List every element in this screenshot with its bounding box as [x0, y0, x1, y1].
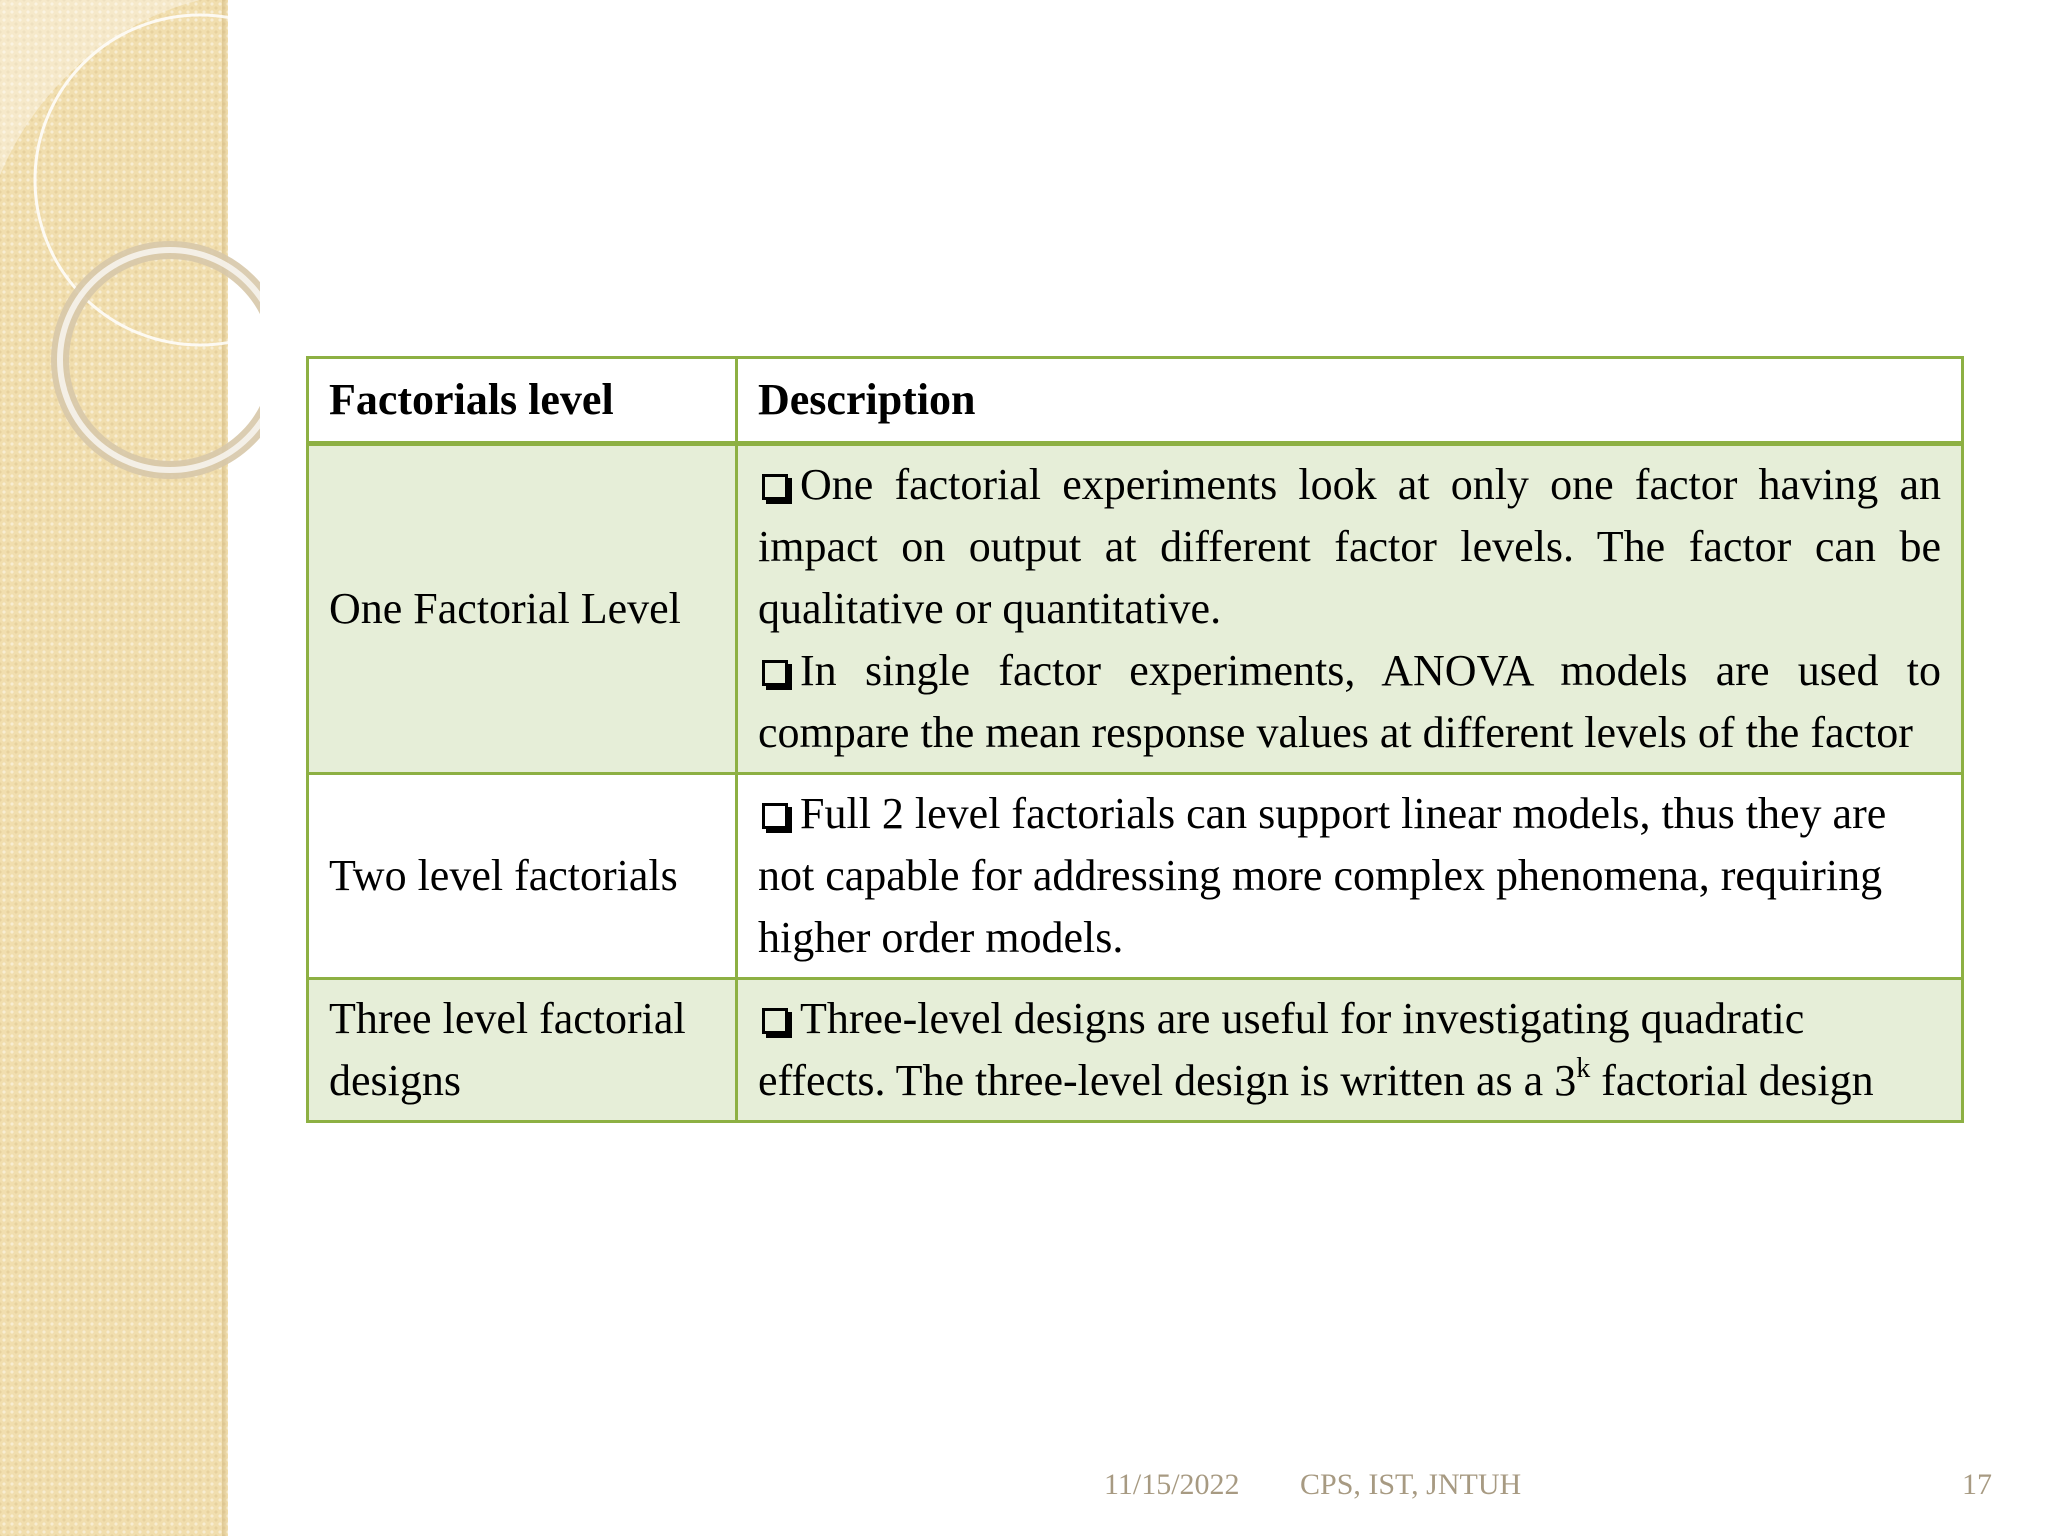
description-bullet	[758, 454, 1941, 640]
table-row	[308, 444, 1963, 774]
decorative-rings	[0, 0, 260, 520]
bullet-text: Full 2 level factorials can support linear models, thus they are not capable for addressing more complex phenomena, requiring higher order models.	[758, 789, 1887, 962]
superscript-k: k	[1576, 1053, 1591, 1084]
bullet-text: Three-level designs are useful for investigating quadratic effects. The three-level design is written as a 3	[758, 994, 1805, 1105]
row-description	[737, 774, 1963, 979]
factorials-table-container	[306, 356, 1964, 1123]
header-description: Description	[737, 358, 1963, 444]
row-description	[737, 444, 1963, 774]
header-factorials-level: Factorials level	[308, 358, 737, 444]
table-row	[308, 774, 1963, 979]
row-level-label: Two level factorials	[308, 774, 737, 979]
bullet-text: One factorial experiments look at only one factor having an impact on output at different factor levels. The factor can be qualitative or quantitative.	[758, 460, 1941, 633]
slide-number: 17	[1962, 1468, 1992, 1501]
checkbox-bullet-icon	[762, 474, 788, 500]
checkbox-bullet-icon	[762, 803, 788, 829]
description-bullet	[758, 783, 1941, 969]
table-header-row	[308, 358, 1963, 444]
description-bullet	[758, 640, 1941, 764]
description-bullet	[758, 988, 1941, 1112]
table-row	[308, 979, 1963, 1122]
checkbox-bullet-icon	[762, 660, 788, 686]
row-description	[737, 979, 1963, 1122]
row-level-label: Three level factorial designs	[308, 979, 737, 1122]
footer-organization: CPS, IST, JNTUH	[1300, 1468, 1522, 1501]
checkbox-bullet-icon	[762, 1008, 788, 1034]
row-level-label: One Factorial Level	[308, 444, 737, 774]
footer-date: 11/15/2022	[1104, 1468, 1240, 1501]
bullet-text-suffix: factorial design	[1590, 1056, 1874, 1105]
factorials-table	[306, 356, 1964, 1123]
bullet-text: In single factor experiments, ANOVA models are used to compare the mean response values at different levels of the factor	[758, 646, 1941, 757]
